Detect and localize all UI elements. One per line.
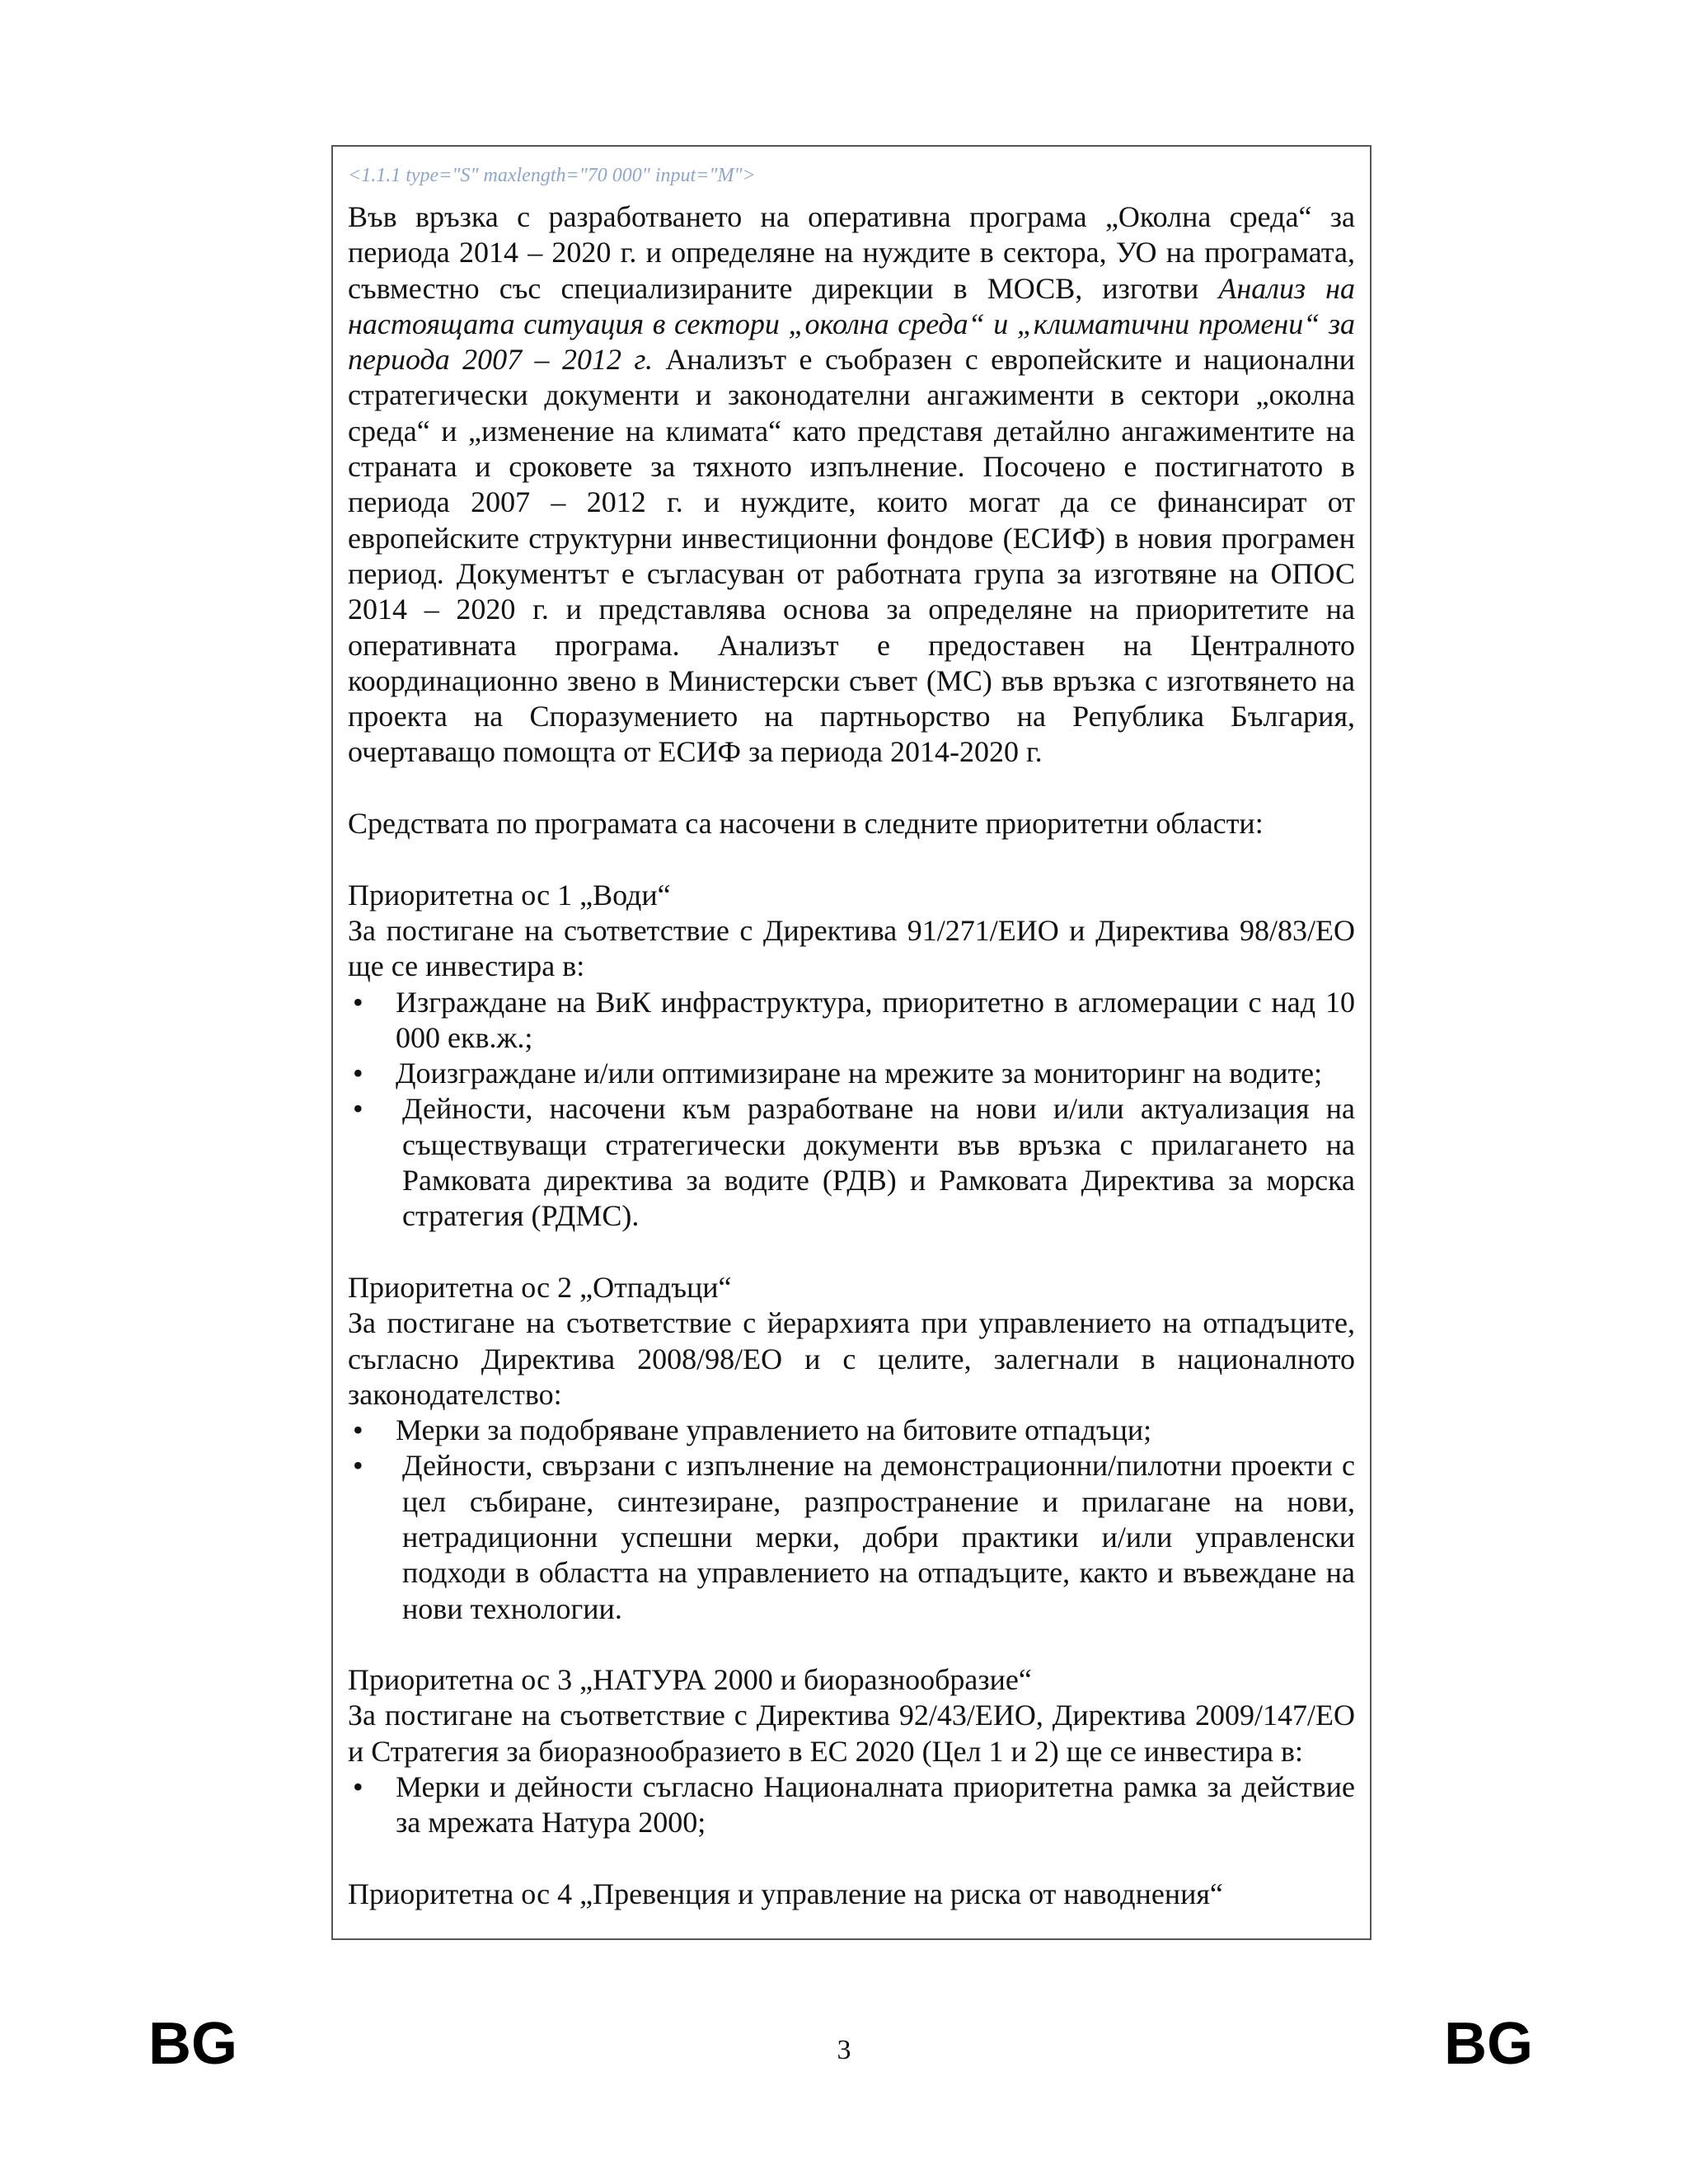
list-item	[348, 1091, 1355, 1234]
list-item-text: Мерки за подобряване управлението на битовите отпадъци;	[396, 1413, 1152, 1447]
spacer	[348, 1627, 1355, 1662]
axis2-title: Приоритетна ос 2 „Отпадъци“	[348, 1270, 732, 1304]
axis1-title: Приоритетна ос 1 „Води“	[348, 878, 671, 912]
intro-analysis-title: Анализ на настоящата ситуация в сектори „околна среда“ и „климатични промени“ за периода 2007 – 2012 г.	[348, 271, 1355, 377]
bullet-icon: •	[353, 985, 363, 1019]
bullet-icon: •	[353, 1449, 363, 1483]
list-item	[348, 1056, 1355, 1091]
intro-text-end: Анализът е съобразен с европейските и национални стратегически документи и законодателни ангажименти в сектори „околна среда“ и „изменение на климата“ като представя детайлно ангажиментите на страната и сроковете за тяхното изпълнение. Посочено е постигнатото в периода 2007 – 2012 г. и нуждите, които могат да се финансират от европейските структурни инвестиционни фондове (ЕСИФ) в новия програмен период. Документът е съгласуван от работната група за изготвяне на ОПОС 2014 – 2020 г. и представлява основа за определяне на приоритетите на оперативната програма. Анализът е предоставен на Централното координационно звено в Министерски съвет (МС) във връзка с изготвянето на проекта на Споразумението на партньорство на Република България, очертаващо помощта от ЕСИФ за периода 2014-2020 г.	[348, 343, 1355, 769]
field-meta-tag: <1.1.1 type="S" maxlength="70 000" input="M">	[348, 165, 756, 186]
intro-paragraph	[348, 199, 1355, 771]
list-item	[348, 985, 1355, 1057]
content-box	[331, 145, 1372, 1940]
bullet-icon: •	[353, 1413, 363, 1447]
spacer	[348, 771, 1355, 806]
spacer	[348, 1235, 1355, 1270]
list-item	[348, 1448, 1355, 1626]
list-item	[348, 1413, 1355, 1448]
list-item	[348, 1769, 1355, 1841]
axis3-lead: За постигане на съответствие с Директива 92/43/ЕИО, Директива 2009/147/ЕО и Стратегия за биоразнообразието в ЕС 2020 (Цел 1 и 2) ще се инвестира в:	[348, 1699, 1355, 1768]
list-item-text: Дейности, насочени към разработване на нови и/или актуализация на съществуващи стратегически документи във връзка с прилагането на Рамковата директива за водите (РДВ) и Рамковата Директива за морска стратегия (РДМС).	[402, 1092, 1355, 1233]
list-item-text: Дейности, свързани с изпълнение на демонстрационни/пилотни проекти с цел събиране, синтезиране, разпространение и прилагане на нови, нетрадиционни успешни мерки, добри практики и/или управленски подходи в областта на управлението на отпадъците, както и въвеждане на нови технологии.	[402, 1449, 1355, 1625]
list-item-text: Изграждане на ВиК инфраструктура, приоритетно в агломерации с над 10 000 екв.ж.;	[396, 985, 1355, 1054]
page-number: 3	[837, 2035, 851, 2065]
axis1-list	[348, 985, 1355, 1235]
axis3-list	[348, 1769, 1355, 1841]
axis2-list	[348, 1413, 1355, 1627]
axis1-lead: За постигане на съответствие с Директива 91/271/ЕИО и Директива 98/83/ЕО ще се инвестира в:	[348, 913, 1355, 983]
bullet-icon: •	[353, 1057, 363, 1090]
spacer	[348, 1841, 1355, 1877]
spacer	[348, 841, 1355, 877]
list-item-text: Мерки и дейности съгласно Националната приоритетна рамка за действие за мрежата Натура 2000;	[396, 1770, 1355, 1840]
bullet-icon: •	[353, 1092, 363, 1126]
list-item-text: Доизграждане и/или оптимизиране на мрежите за мониторинг на водите;	[396, 1057, 1323, 1090]
country-code-right: BG	[1444, 2011, 1533, 2077]
bullet-icon: •	[353, 1770, 363, 1804]
country-code-left: BG	[148, 2011, 237, 2077]
axis3-title: Приоритетна ос 3 „НАТУРА 2000 и биоразнообразие“	[348, 1663, 1032, 1697]
areas-intro: Средствата по програмата са насочени в следните приоритетни области:	[348, 807, 1264, 841]
intro-text-start: Във връзка с разработването на оперативна програма „Околна среда“ за периода 2014 – 2020 г. и определяне на нуждите в сектора, УО на програмата, съвместно със специализираните дирекции в МОСВ, изготви	[348, 200, 1355, 305]
axis2-lead: За постигане на съответствие с йерархията при управлението на отпадъците, съгласно Директива 2008/98/ЕО и с целите, залегнали в националното законодателство:	[348, 1306, 1355, 1411]
axis4-title: Приоритетна ос 4 „Превенция и управление на риска от наводнения“	[348, 1877, 1223, 1910]
